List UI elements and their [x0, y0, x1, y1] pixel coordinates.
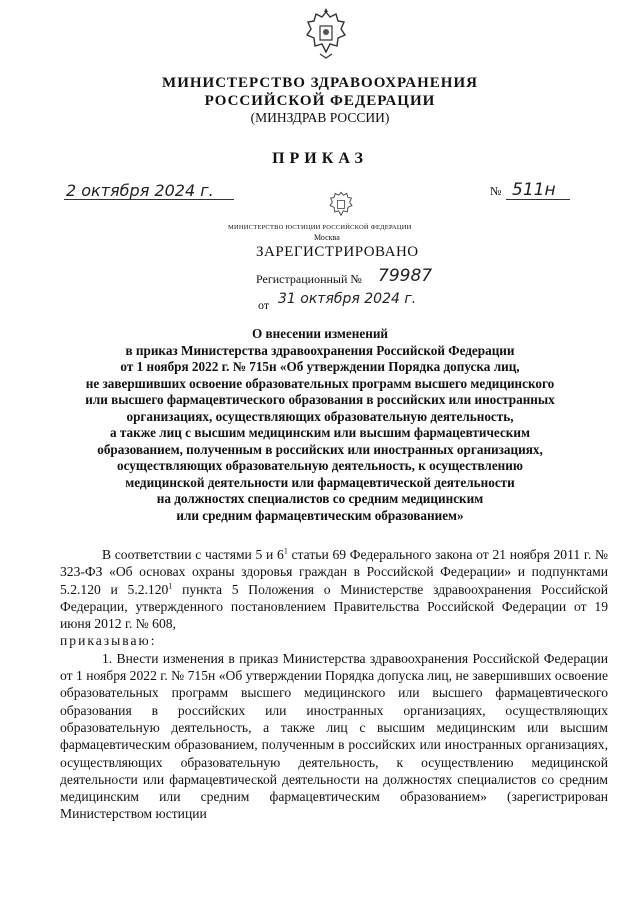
stamp-city: Москва [314, 233, 340, 242]
title-line: не завершивших освоение образовательных программ высшего медицинского [85, 375, 555, 391]
document-type: ПРИКАЗ [272, 150, 368, 167]
title-line: а также лиц с высшим медицинским или высшим фармацевтическим [110, 425, 530, 440]
preamble-paragraph [60, 546, 608, 650]
date-underline [64, 199, 234, 200]
preamble-text-b: статьи 69 Федерального закона от 21 ноября 2011 г. № 323-ФЗ «Об основах охраны здоровья граждан в Российской Федерации» и подпунктами 5.2.120 и 5.2.120 [60, 547, 608, 597]
number-prefix: № [490, 184, 502, 198]
stamp-emblem-icon [328, 190, 354, 220]
title-line: образованием, полученным в российских или иностранных организациях, [97, 441, 543, 457]
title-line: от 1 ноября 2022 г. № 715н «Об утверждении Порядка допуска лиц, [120, 359, 520, 374]
title-line: осуществляющих образовательную деятельность, к осуществлению [117, 458, 523, 473]
title-line: на должностях специалистов со средним медицинским [156, 491, 484, 506]
title-line: в приказ Министерства здравоохранения Российской Федерации [125, 342, 515, 358]
title-line: или высшего фармацевтического образования в российских или иностранных [85, 392, 555, 407]
stamp-from-date: 31 октября 2024 г. [278, 291, 417, 307]
footnote-marker: 1 [168, 581, 173, 591]
title-line: или средним фармацевтическим образованием» [176, 507, 464, 523]
number-underline [506, 199, 570, 200]
title-line: медицинской деятельности или фармацевтической деятельности [125, 474, 515, 490]
stamp-ministry-name: МИНИСТЕРСТВО ЮСТИЦИИ РОССИЙСКОЙ ФЕДЕРАЦИИ [228, 224, 412, 231]
stamp-from-label: от [258, 298, 270, 312]
ministry-short-name: (МИНЗДРАВ РОССИИ) [250, 110, 390, 125]
order-command: приказываю: [60, 633, 157, 649]
title-line: организациях, осуществляющих образовательную деятельность, [126, 408, 514, 424]
coat-of-arms-icon [304, 8, 348, 60]
ministry-name-line1: МИНИСТЕРСТВО ЗДРАВООХРАНЕНИЯ [162, 75, 478, 91]
document-body [60, 546, 608, 823]
document-date: 2 октября 2024 г. [66, 181, 214, 200]
ministry-name-line2: РОССИЙСКОЙ ФЕДЕРАЦИИ [204, 93, 436, 109]
stamp-reg-label: Регистрационный № [256, 272, 362, 286]
footnote-marker: 1 [283, 546, 288, 556]
preamble-text-a: В соответствии с частями 5 и 6 [102, 547, 284, 562]
registration-stamp [228, 190, 448, 320]
stamp-registered: ЗАРЕГИСТРИРОВАНО [256, 244, 419, 260]
document-title [0, 326, 640, 524]
stamp-reg-number: 79987 [378, 266, 433, 286]
title-line: О внесении изменений [251, 326, 389, 341]
preamble-text-c: пункта 5 Положения о Министерстве здравоохранения Российской Федерации, утвержденного постановлением Правительства Российской Федерации от 19 июня 2012 г. № 608, [60, 581, 608, 632]
item-1-paragraph: 1. Внести изменения в приказ Министерства здравоохранения Российской Федерации от 1 ноября 2022 г. № 715н «Об утверждении Порядка допуска лиц, не завершивших освоение образовательных программ высшего медицинского или высшего фармацевтического образования в российских или иностранных организациях, осуществляющих образовательную деятельность, а также лиц с высшим медицинским или высшим фармацевтическим образованием, полученным в российских или иностранных организациях, осуществляющих образовательную деятельность, к осуществлению медицинской деятельности или фармацевтической деятельности на должностях специалистов со средним медицинским или средним фармацевтическим образованием» (зарегистрирован Министерством юстиции [60, 650, 608, 822]
document-number: 511н [512, 180, 556, 200]
